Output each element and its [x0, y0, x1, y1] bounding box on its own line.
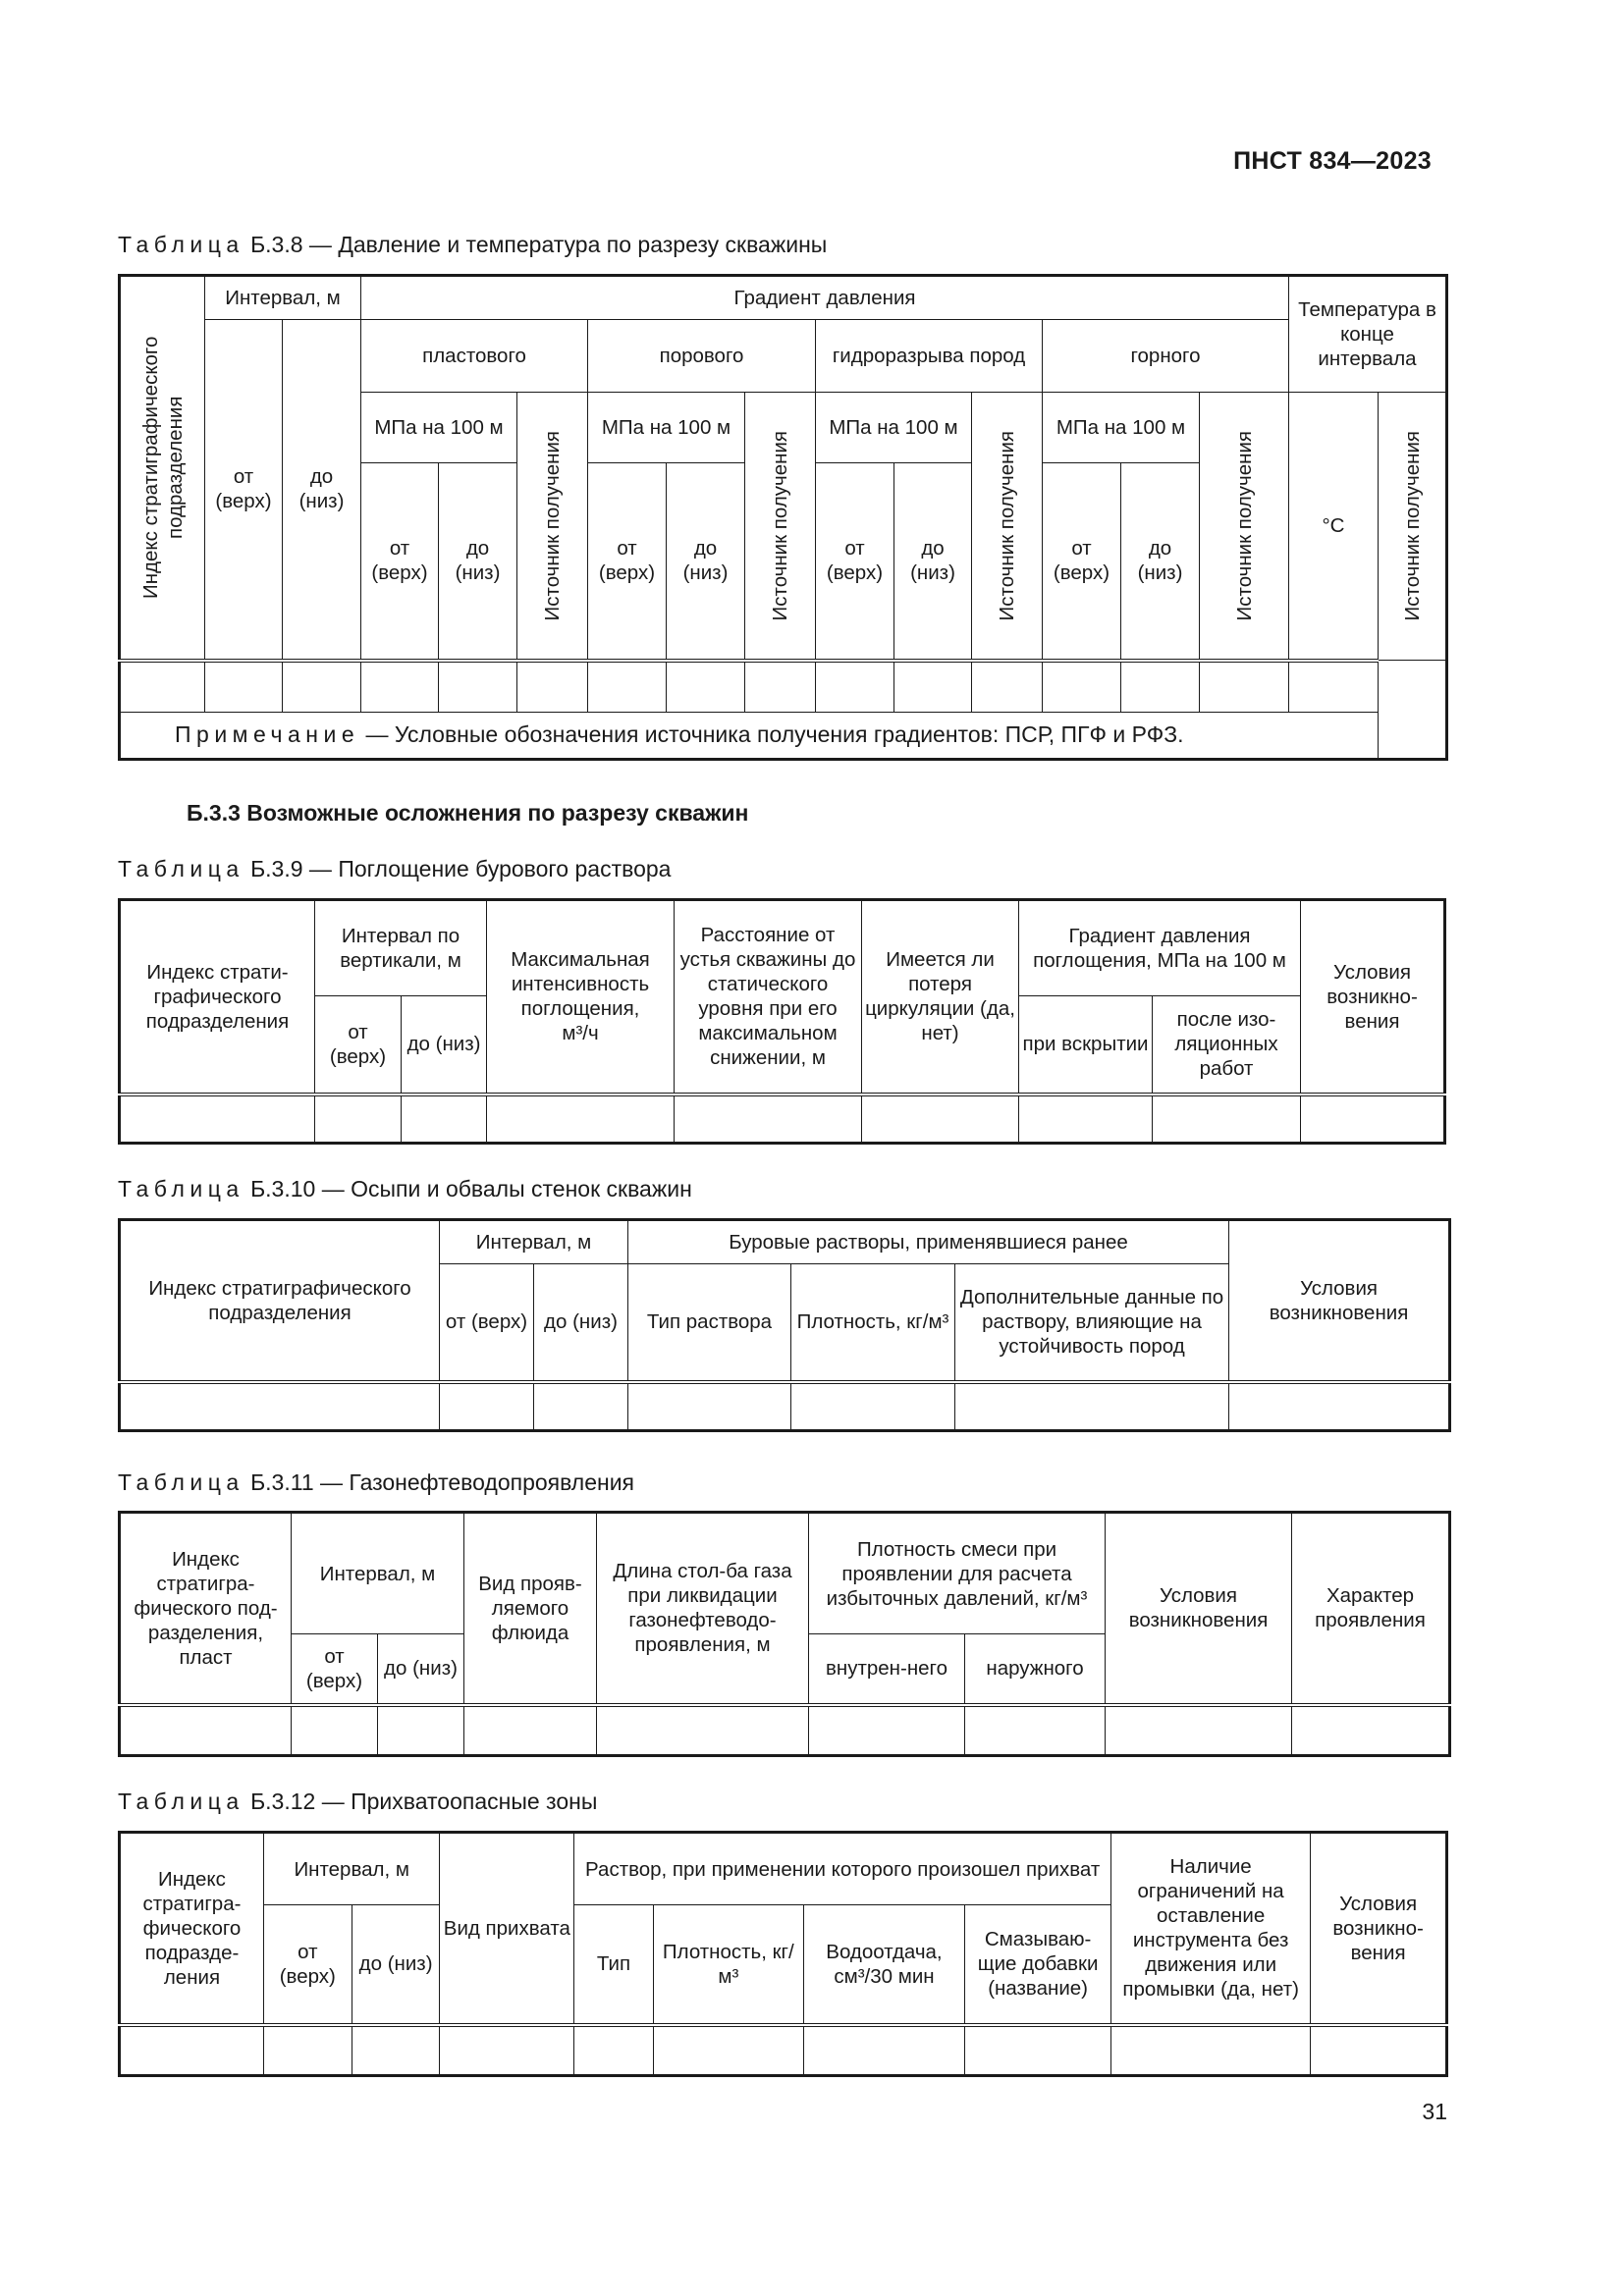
from-header: от (верх)	[361, 463, 439, 661]
conditions-header: Условия возникновения	[1229, 1220, 1450, 1382]
document-header: ПНСТ 834—2023	[1233, 147, 1432, 175]
caption-label: Таблица	[118, 1789, 244, 1814]
caption-title: Б.3.10 — Осыпи и обвалы стенок скважин	[244, 1176, 692, 1201]
source-header: Источник получения	[996, 430, 1018, 620]
length-header: Длина стол-ба газа при ликвидации газонефтеводо-проявления, м	[597, 1513, 809, 1705]
conditions-header: Условия возникно-вения	[1311, 1833, 1447, 2025]
section-heading: Б.3.3 Возможные осложнения по разрезу скважин	[187, 800, 749, 826]
distance-header: Расстояние от устья скважины до статического уровня при его максимальном снижении, м	[675, 900, 862, 1095]
table-row	[120, 1382, 1450, 1431]
table-b39	[118, 898, 1446, 1145]
density-header: Плотность, кг/м³	[653, 1905, 803, 2025]
table-caption-b312	[118, 1789, 597, 1815]
gradient-header: Градиент давления	[361, 276, 1289, 320]
gorn-header: горного	[1043, 320, 1289, 393]
table-row	[120, 2025, 1447, 2076]
table-row	[120, 1095, 1445, 1144]
note-text: — Условные обозначения источника получения градиентов: ПСР, ПГФ и РФЗ.	[359, 721, 1184, 747]
interval-header: Интервал, м	[292, 1513, 464, 1634]
caption-title: Б.3.8 — Давление и температура по разрезу скважины	[244, 232, 828, 257]
fluid-header: Вид прояв-ляемого флюида	[464, 1513, 597, 1705]
table-note	[120, 712, 1379, 759]
from-header: от (верх)	[816, 463, 894, 661]
to-header: до (низ)	[534, 1264, 628, 1382]
max-intensity-unit: м³/ч	[562, 1022, 599, 1045]
gradient-header: Градиент давления поглощения, МПа на 100 м	[1019, 900, 1301, 996]
muds-header: Буровые растворы, применявшиеся ранее	[628, 1220, 1229, 1264]
to-header: до (низ)	[439, 463, 517, 661]
type-header: Тип раствора	[628, 1264, 791, 1382]
to-header: до (низ)	[402, 996, 487, 1095]
interval-header: Интервал по вертикали, м	[315, 900, 487, 996]
caption-title: Б.3.11 — Газонефтеводопроявления	[244, 1469, 635, 1495]
interval-header: Интервал, м	[440, 1220, 628, 1264]
mpa-header: МПа на 100 м	[588, 393, 745, 463]
mpa-header: МПа на 100 м	[816, 393, 972, 463]
mpa-header: МПа на 100 м	[1043, 393, 1200, 463]
character-header: Характер проявления	[1292, 1513, 1450, 1705]
table-b310	[118, 1218, 1451, 1432]
gidro-header: гидроразрыва пород	[816, 320, 1043, 393]
table-caption-b310	[118, 1176, 692, 1202]
limits-header: Наличие ограничений на оставление инструмента без движения или промывки (да, нет)	[1111, 1833, 1311, 2025]
table-caption-b311	[118, 1469, 634, 1496]
caption-title: Б.3.9 — Поглощение бурового раствора	[244, 856, 672, 881]
density-header: Плотность, кг/м³	[791, 1264, 955, 1382]
from-header: от (верх)	[292, 1634, 378, 1705]
table-b312	[118, 1831, 1448, 2077]
index-header: Индекс стратигра-фического подразде-ления	[120, 1833, 264, 2025]
from-header: от (верх)	[263, 1905, 352, 2025]
interval-header: Интервал, м	[205, 276, 361, 320]
source-header: Источник получения	[769, 430, 791, 620]
from-header: от (верх)	[588, 463, 667, 661]
to-header: до (низ)	[667, 463, 745, 661]
after-header: после изо-ляционных работ	[1153, 996, 1301, 1095]
plast-header: пластового	[361, 320, 588, 393]
note-label: Примечание	[175, 721, 360, 747]
interval-to-header: до (низ)	[283, 320, 361, 661]
temperature-header: Температура в конце интервала	[1289, 276, 1447, 393]
mud-header: Раствор, при применении которого произошел прихват	[574, 1833, 1111, 1905]
conditions-header: Условия возникновения	[1106, 1513, 1292, 1705]
source-header: Источник получения	[541, 430, 564, 620]
source-header: Источник получения	[1400, 431, 1424, 621]
from-header: от (верх)	[440, 1264, 534, 1382]
density-header: Плотность смеси при проявлении для расчета избыточных давлений, кг/м³	[809, 1513, 1106, 1634]
max-intensity-label: Максимальная интенсивность поглощения,	[511, 948, 650, 1021]
source-header: Источник получения	[1232, 430, 1256, 620]
table-caption-b39	[118, 856, 671, 882]
inner-header: внутрен-него	[809, 1634, 965, 1705]
to-header: до (низ)	[352, 1905, 440, 2025]
from-header: от (верх)	[1043, 463, 1121, 661]
water-loss-header: Водоотдача, см³/30 мин	[803, 1905, 964, 2025]
table-caption-b38	[118, 232, 827, 258]
loss-header: Имеется ли потеря циркуляции (да, нет)	[862, 900, 1019, 1095]
caption-title: Б.3.12 — Прихватоопасные зоны	[244, 1789, 598, 1814]
conditions-header: Условия возникно-вения	[1301, 900, 1445, 1095]
caption-label: Таблица	[118, 1176, 244, 1201]
table-row	[120, 1705, 1450, 1756]
from-header: от (верх)	[315, 996, 402, 1095]
extra-header: Дополнительные данные по раствору, влияющие на устойчивость пород	[955, 1264, 1229, 1382]
mpa-header: МПа на 100 м	[361, 393, 517, 463]
opening-header: при вскрытии	[1019, 996, 1153, 1095]
degree-header: °С	[1289, 393, 1379, 661]
caption-label: Таблица	[118, 1469, 244, 1495]
max-intensity-header	[487, 900, 675, 1095]
page-number: 31	[1422, 2099, 1447, 2124]
index-header: Индекс стратигра-фического под-разделения, пласт	[120, 1513, 292, 1705]
to-header: до (низ)	[1121, 463, 1200, 661]
caption-label: Таблица	[118, 856, 244, 881]
table-b311	[118, 1511, 1451, 1757]
to-header: до (низ)	[378, 1634, 464, 1705]
lubricant-header: Смазываю-щие добавки (название)	[965, 1905, 1111, 2025]
caption-label: Таблица	[118, 232, 244, 257]
table-b38	[118, 274, 1448, 761]
interval-from-header: от (верх)	[205, 320, 283, 661]
to-header: до (низ)	[894, 463, 972, 661]
index-header: Индекс стратиграфического подразделения	[138, 336, 187, 599]
outer-header: наружного	[965, 1634, 1106, 1705]
kind-header: Вид прихвата	[440, 1833, 574, 2025]
index-header: Индекс страти-графического подразделения	[120, 900, 315, 1095]
porov-header: порового	[588, 320, 816, 393]
table-row	[120, 661, 1447, 713]
interval-header: Интервал, м	[263, 1833, 440, 1905]
type-header: Тип	[574, 1905, 654, 2025]
index-header: Индекс стратиграфического подразделения	[120, 1220, 440, 1382]
